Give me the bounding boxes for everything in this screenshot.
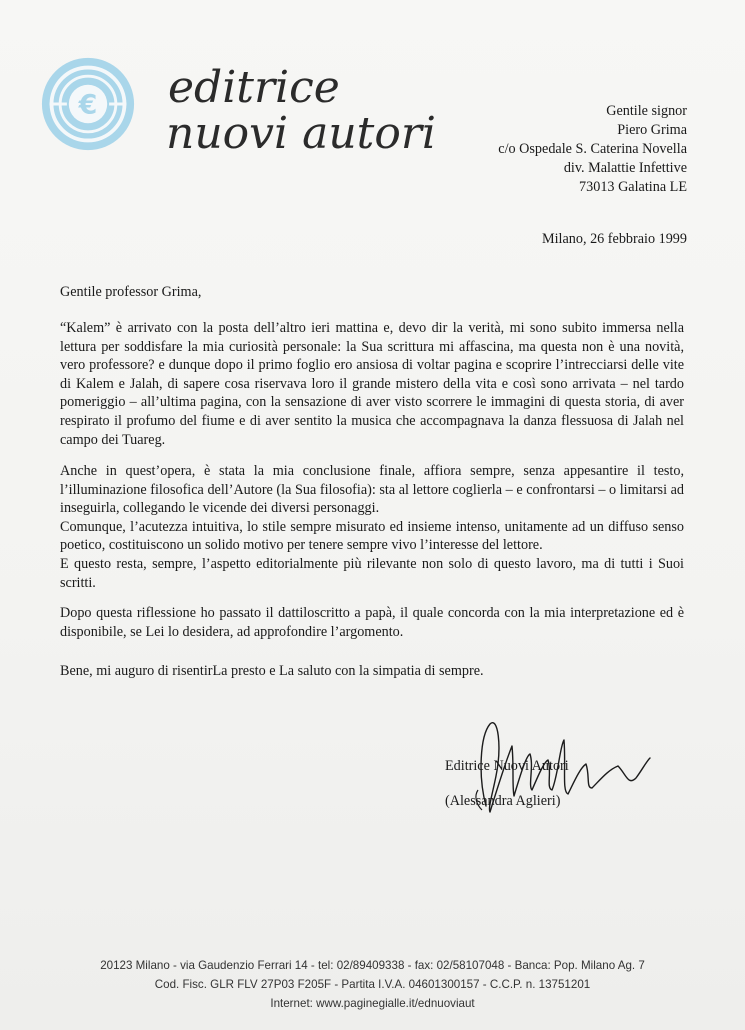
paragraph-text: “Kalem” è arrivato con la posta dell’altro ieri mattina e, devo dir la verità, mi sono subito immersa nella lettura per soddisfare la mia curiosità personale: la Sua scrittura mi affascina, ma questa non è una novità, vero professore? e dunque dopo il primo foglio ero ansiosa di voltar pagina e scoprire l’intrecciarsi delle vite di Kalem e Jalah, di sapere cosa riservava loro il grande mistero della vita e così sono arrivata – nel tardo pomeriggio – all’ultima pagina, con la sensazione di aver visto scorrere le immagini di questa storia, di aver respirato il profumo del fiume e di aver sentito la musica che accompagnava la danza flessuosa di Jalah nel campo dei Tuareg. — [60, 320, 684, 448]
body-paragraph — [60, 319, 684, 449]
brand-line-2: nuovi autori — [166, 108, 436, 159]
handwritten-signature-icon — [468, 716, 658, 826]
paragraph-text: Anche in quest’opera, è stata la mia conclusione finale, affiora sempre, senza appesantire il testo, l’illuminazione filosofica dell’Autore (la Sua filosofia): sta al lettore coglierla – e confrontarsi – o limitarsi ad inseguirla, collegando le vicende dei diversi personaggi. — [60, 463, 684, 517]
recipient-address — [498, 102, 687, 197]
brand-line-1: editrice — [168, 62, 340, 113]
salutation: Gentile professor Grima, — [60, 284, 202, 300]
paragraph-text: Dopo questa riflessione ho passato il dattiloscritto a papà, il quale concorda con la mia interpretazione ed è disponibile, se Lei lo desidera, ad approfondire l’argomento. — [60, 605, 684, 640]
svg-text:€: € — [78, 89, 98, 121]
paragraph-text: Comunque, l’acutezza intuitiva, lo stile sempre misurato ed insieme intenso, unitamente ad un diffuso senso poetico, costituiscono un solido motivo per tenere sempre vivo l’interesse del lettore. — [60, 518, 684, 554]
paragraph-text: Bene, mi auguro di risentirLa presto e La saluto con la simpatia di sempre. — [60, 663, 484, 679]
recipient-line: Gentile signor — [606, 103, 687, 119]
paragraph-text: E questo resta, sempre, l’aspetto editorialmente più rilevante non solo di questo lavoro, ma di tutti i Suoi scritti. — [60, 555, 684, 591]
body-paragraph — [60, 662, 684, 681]
recipient-line: Piero Grima — [617, 122, 687, 138]
letterhead-footer — [0, 956, 745, 1013]
footer-line: Cod. Fisc. GLR FLV 27P03 F205F - Partita I.V.A. 04601300157 - C.C.P. n. 13751201 — [154, 978, 591, 991]
publisher-wordmark — [166, 62, 436, 159]
recipient-line: c/o Ospedale S. Caterina Novella — [498, 141, 687, 157]
publisher-logo-icon — [40, 56, 136, 152]
recipient-line: div. Malattie Infettive — [563, 160, 687, 176]
footer-line: Internet: www.paginegialle.it/ednuoviaut — [270, 997, 475, 1010]
recipient-line: 73013 Galatina LE — [579, 179, 687, 195]
body-paragraph — [60, 462, 684, 592]
signature-company: Editrice Nuovi Autori — [445, 758, 569, 774]
letter-date: Milano, 26 febbraio 1999 — [542, 231, 687, 247]
footer-line: 20123 Milano - via Gaudenzio Ferrari 14 - tel: 02/89409338 - fax: 02/58107048 - Banca: Pop. Milano Ag. 7 — [100, 959, 645, 972]
body-paragraph — [60, 604, 684, 641]
signature-person: (Alessandra Aglieri) — [445, 793, 561, 809]
